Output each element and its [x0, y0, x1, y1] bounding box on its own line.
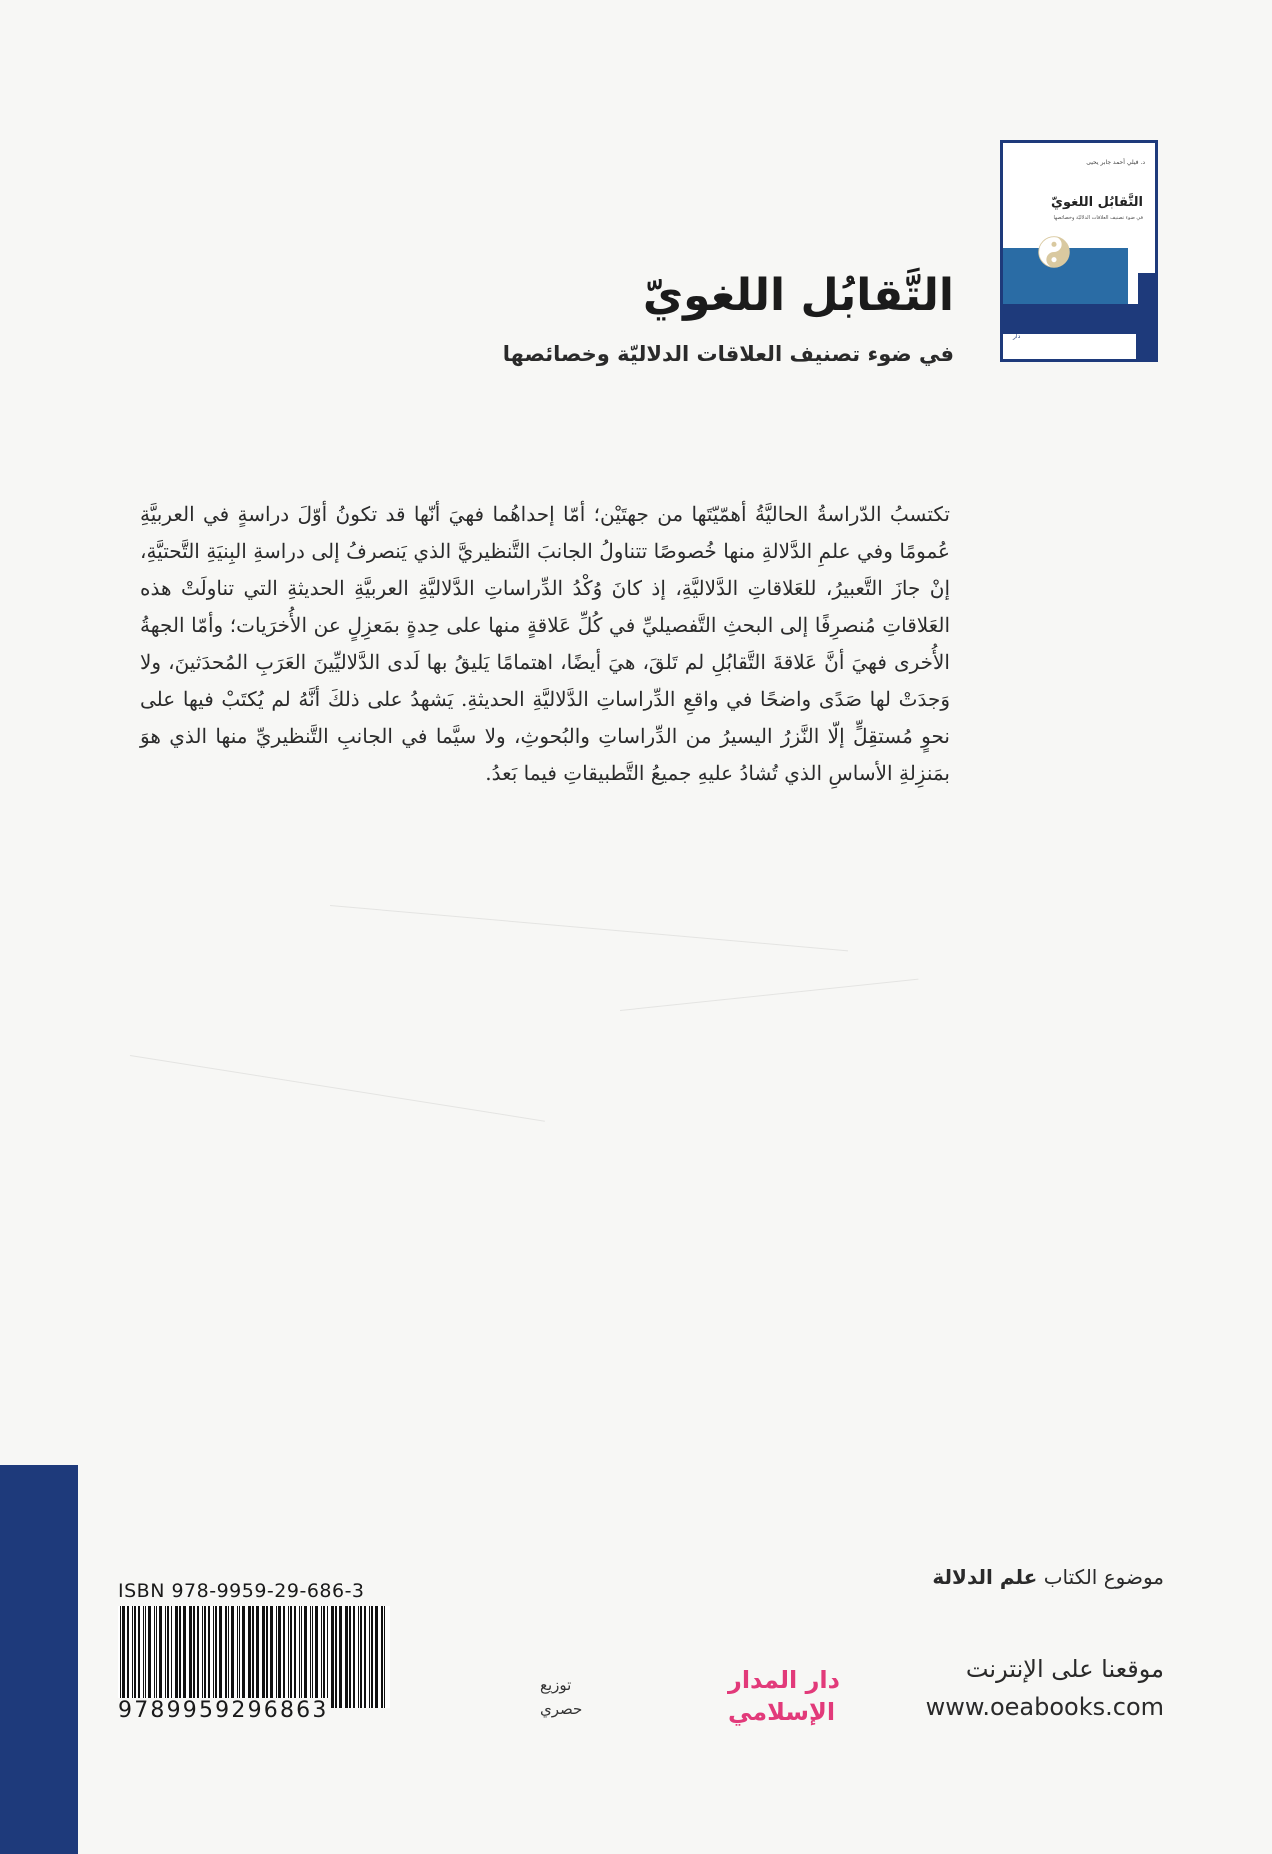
barcode-bar	[371, 1606, 373, 1708]
barcode-bar	[256, 1606, 259, 1708]
barcode-bar	[167, 1606, 169, 1708]
barcode-bar	[270, 1606, 273, 1708]
barcode-bar	[219, 1606, 222, 1708]
barcode-bar	[364, 1606, 366, 1708]
barcode-bar	[312, 1606, 313, 1708]
publisher-logo-line1: دار المدار	[728, 1666, 840, 1694]
barcode-bar	[165, 1606, 166, 1708]
barcode-bar	[215, 1606, 217, 1708]
barcode-bar	[288, 1606, 289, 1708]
barcode-bar	[384, 1606, 385, 1708]
thumbnail-subtitle: في ضوء تصنيف العلاقات الدلاليّة وخصائصها	[1053, 215, 1143, 221]
thumbnail-band	[1003, 332, 1138, 359]
barcode-bar	[175, 1606, 178, 1708]
barcode-bar	[183, 1606, 186, 1708]
barcode-bar	[213, 1606, 214, 1708]
barcode-bar	[132, 1606, 133, 1708]
book-subtitle: في ضوء تصنيف العلاقات الدلاليّة وخصائصها	[502, 342, 954, 366]
yin-yang-icon	[1037, 235, 1071, 269]
barcode-bar	[353, 1606, 355, 1708]
thumbnail-band	[1003, 304, 1138, 332]
barcode-bar	[327, 1606, 328, 1708]
barcode-bar	[266, 1606, 268, 1708]
barcode-bar	[323, 1606, 325, 1708]
publisher-logo-line2: الإسلامي	[728, 1698, 836, 1726]
barcode-bar	[225, 1606, 227, 1708]
barcode-bar	[154, 1606, 155, 1708]
barcode-bar	[321, 1606, 322, 1708]
website-label: موقعنا على الإنترنت	[965, 1655, 1164, 1683]
distribution-exclusive: حصري	[540, 1700, 583, 1718]
cover-thumbnail	[1000, 140, 1158, 362]
barcode-bar	[134, 1606, 136, 1708]
thumbnail-publisher-logo: دار	[1013, 333, 1021, 340]
barcode-bar	[262, 1606, 265, 1708]
barcode-bar	[189, 1606, 192, 1708]
barcode-bar	[339, 1606, 342, 1708]
thumbnail-band	[1138, 273, 1155, 359]
barcode-bar	[294, 1606, 296, 1708]
spine-strip	[0, 1465, 78, 1854]
barcode-bar	[179, 1606, 181, 1708]
barcode-bar	[143, 1606, 144, 1708]
barcode-bar	[252, 1606, 254, 1708]
barcode-bar	[358, 1606, 359, 1708]
barcode-bar	[237, 1606, 238, 1708]
barcode-bar	[310, 1606, 311, 1708]
thumbnail-title: التَّقابُل اللغويّ	[1051, 195, 1143, 210]
book-description: تكتسبُ الدّراسةُ الحاليَّةُ أهمّيّتَها من جهتَيْن؛ أمّا إحداهُما فهيَ أنّها قد تكونُ أوّلَ دراسةٍ في العربيَّةِ عُمومًا وفي علمِ الدَّلالةِ منها خُصوصًا تتناولُ الجانبَ التَّنظيريَّ الذي يَنصرفُ إلى دراسةِ البِنيَةِ التَّحتيَّةِ، إنْ جازَ التَّعبيرُ، للعَلاقاتِ الدَّلاليَّةِ، إذ كانَ وُكْدُ الدِّراساتِ الدَّلاليَّةِ العربيَّةِ الحديثةِ التي تناولَتْ هذه العَلاقاتِ مُنصرِفًا إلى البحثِ التَّفصيليِّ في كُلِّ عَلاقةٍ منها على حِدةٍ بمَعزِلٍ عن الأُخرَيات؛ وأمّا الجهةُ الأُخرى فهيَ أنَّ عَلاقةَ التَّقابُلِ لم تَلقَ، هيَ أيضًا، اهتمامًا يَليقُ بها لَدى الدَّلاليِّينَ العَرَبِ المُحدَثينَ، ولا وَجدَتْ لها صَدًى واضحًا في واقعِ الدِّراساتِ الدَّلاليَّةِ الحديثةِ. يَشهدُ على ذلكَ أنَّهُ لم يُكتَبْ فيها على نحوٍ مُستقِلٍّ إلّا النَّزرُ اليسيرُ من الدِّراساتِ والبُحوثِ، ولا سيَّما في الجانبِ التَّنظيريِّ منها الذي هوَ بمَنزِلةِ الأساسِ الذي تُشادُ عليهِ جميعُ التَّطبيقاتِ فيما بَعدُ.	[140, 502, 950, 785]
barcode-bar	[171, 1606, 172, 1708]
book-title: التَّقابُل اللغويّ	[642, 270, 954, 321]
barcode-bar	[122, 1606, 125, 1708]
barcode-bar	[278, 1606, 281, 1708]
paper-scratch	[620, 979, 918, 1011]
barcode-bar	[335, 1606, 337, 1708]
barcode-bar	[375, 1606, 378, 1708]
barcode-bar	[315, 1606, 318, 1708]
barcode-bar	[159, 1606, 162, 1708]
barcode-bar	[208, 1606, 210, 1708]
barcode-bar	[242, 1606, 245, 1708]
publisher-logo-icon	[590, 1660, 840, 1730]
isbn-label: ISBN 978-9959-29-686-3	[118, 1580, 365, 1602]
barcode-bar	[276, 1606, 277, 1708]
barcode-bar	[127, 1606, 129, 1708]
barcode-bar	[138, 1606, 140, 1708]
barcode-bar	[204, 1606, 206, 1708]
barcode-bar	[145, 1606, 146, 1708]
barcode-bar	[197, 1606, 199, 1708]
barcode-bar	[290, 1606, 292, 1708]
barcode-bar	[349, 1606, 351, 1708]
barcode-bar	[156, 1606, 157, 1708]
distribution-label: توزيع	[540, 1676, 572, 1694]
paper-scratch	[330, 905, 848, 951]
barcode-bar	[239, 1606, 240, 1708]
barcode-bar	[202, 1606, 203, 1708]
subject-label: موضوع الكتاب	[1043, 1565, 1164, 1589]
paper-scratch	[130, 1055, 545, 1122]
barcode-bar	[193, 1606, 195, 1708]
barcode	[118, 1606, 390, 1708]
barcode-bar	[360, 1606, 362, 1708]
barcode-bar	[369, 1606, 370, 1708]
barcode-bar	[304, 1606, 307, 1708]
barcode-bar	[331, 1606, 334, 1708]
website-url[interactable]: www.oeabooks.com	[925, 1693, 1164, 1721]
barcode-bar	[301, 1606, 302, 1708]
barcode-bar	[248, 1606, 251, 1708]
barcode-bar	[381, 1606, 383, 1708]
barcode-bar	[299, 1606, 300, 1708]
barcode-number: 9789959296863	[118, 1698, 329, 1723]
book-subject	[932, 1565, 1164, 1589]
thumbnail-author: د. فيلي أحمد جابر يحيى	[1086, 159, 1145, 166]
barcode-bar	[120, 1606, 121, 1708]
subject-value: علم الدلالة	[932, 1565, 1038, 1589]
barcode-bar	[228, 1606, 229, 1708]
barcode-bar	[345, 1606, 348, 1708]
barcode-bar	[231, 1606, 234, 1708]
barcode-bar	[148, 1606, 151, 1708]
barcode-bar	[283, 1606, 285, 1708]
